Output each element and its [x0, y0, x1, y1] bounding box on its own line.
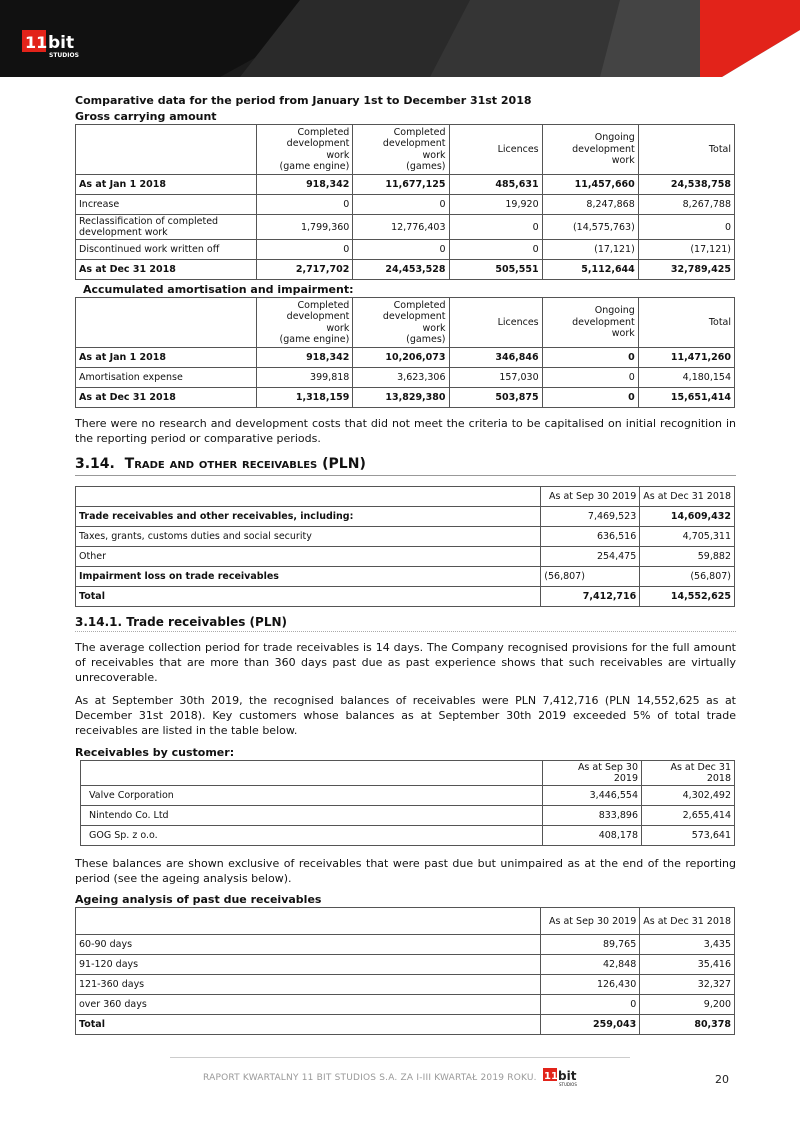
- svg-text:11: 11: [25, 33, 48, 52]
- subsection-title: Trade receivables (PLN): [126, 615, 288, 629]
- svg-text:bit: bit: [48, 33, 75, 53]
- amort-title: Accumulated amortisation and impairment:: [83, 283, 354, 296]
- subsection-number: 3.14.1.: [75, 615, 123, 629]
- cell-value: 8,247,868: [542, 195, 638, 215]
- cell-value: 833,896: [543, 806, 642, 826]
- row-label: Total: [76, 587, 541, 607]
- svg-text:11: 11: [544, 1071, 558, 1082]
- table-row: [76, 587, 735, 607]
- table-row: [76, 195, 735, 215]
- cell-value: (56,807): [541, 567, 640, 587]
- cell-value: 505,551: [449, 260, 542, 280]
- section-title-suffix: (PLN): [322, 456, 366, 472]
- table-row: [76, 975, 735, 995]
- cell-value: 7,412,716: [541, 587, 640, 607]
- cell-value: (17,121): [638, 240, 734, 260]
- col-dec2018: As at Dec 31 2018: [642, 761, 735, 786]
- cell-value: 157,030: [449, 368, 542, 388]
- row-label: As at Dec 31 2018: [76, 260, 257, 280]
- cell-value: 636,516: [541, 527, 640, 547]
- col-dec2018: As at Dec 31 2018: [640, 487, 735, 507]
- row-label: Impairment loss on trade receivables: [76, 567, 541, 587]
- row-label: Increase: [76, 195, 257, 215]
- comparative-title: Comparative data for the period from January 1st to December 31st 2018: [75, 94, 532, 107]
- cell-value: 408,178: [543, 826, 642, 846]
- cell-value: 0: [542, 348, 638, 368]
- cell-value: 8,267,788: [638, 195, 734, 215]
- row-label: As at Jan 1 2018: [76, 175, 257, 195]
- col-sep2019: As at Sep 30 2019: [543, 761, 642, 786]
- table-row: [76, 260, 735, 280]
- cell-value: 13,829,380: [353, 388, 449, 408]
- cell-value: 0: [257, 240, 353, 260]
- row-label: 121-360 days: [76, 975, 541, 995]
- section-title-initial: T: [124, 456, 135, 472]
- cell-value: 399,818: [257, 368, 353, 388]
- page-header: [0, 0, 800, 77]
- cell-value: 918,342: [257, 348, 353, 368]
- row-label: over 360 days: [76, 995, 541, 1015]
- receivables-table: [75, 486, 735, 607]
- cell-value: 573,641: [642, 826, 735, 846]
- ageing-table: [75, 907, 735, 1035]
- exclusion-paragraph: These balances are shown exclusive of receivables that were past due but unimpaired as at the end of the reporting period (see the ageing analysis below).: [75, 857, 736, 885]
- cell-value: 918,342: [257, 175, 353, 195]
- cell-value: 19,920: [449, 195, 542, 215]
- cell-value: 346,846: [449, 348, 542, 368]
- gross-carrying-table: [75, 124, 735, 280]
- cell-value: 7,469,523: [541, 507, 640, 527]
- table-row: [76, 368, 735, 388]
- table-row: [76, 955, 735, 975]
- cell-value: 0: [449, 215, 542, 240]
- table-row: [76, 348, 735, 368]
- row-label: Trade receivables and other receivables, including:: [76, 507, 541, 527]
- cell-value: 59,882: [640, 547, 735, 567]
- table-row: [76, 547, 735, 567]
- customers-table: [80, 760, 735, 846]
- svg-text:STUDIOS: STUDIOS: [49, 52, 79, 59]
- cell-value: (56,807): [640, 567, 735, 587]
- table-header-row: [81, 761, 735, 786]
- cell-value: 24,538,758: [638, 175, 734, 195]
- gross-title: Gross carrying amount: [75, 110, 217, 123]
- table-header-row: [76, 298, 735, 348]
- header-blank: [81, 761, 543, 786]
- cell-value: 32,327: [640, 975, 735, 995]
- cell-value: 0: [353, 240, 449, 260]
- section-heading: [75, 456, 736, 476]
- cell-value: 11,457,660: [542, 175, 638, 195]
- cell-value: 0: [257, 195, 353, 215]
- column-header: Total: [638, 125, 734, 175]
- header-background: [0, 0, 800, 77]
- column-header: Ongoing development work: [542, 125, 638, 175]
- amortisation-table: [75, 297, 735, 408]
- table-row: [76, 1015, 735, 1035]
- row-label: Taxes, grants, customs duties and social security: [76, 527, 541, 547]
- row-label: 60-90 days: [76, 935, 541, 955]
- cell-value: 0: [353, 195, 449, 215]
- cell-value: 4,180,154: [638, 368, 734, 388]
- header-blank: [76, 487, 541, 507]
- ageing-title: Ageing analysis of past due receivables: [75, 893, 322, 906]
- cell-value: 3,435: [640, 935, 735, 955]
- subsection-heading: [75, 615, 736, 632]
- column-header: Licences: [449, 298, 542, 348]
- svg-text:bit: bit: [558, 1069, 577, 1083]
- cell-value: 4,705,311: [640, 527, 735, 547]
- table-row: [81, 806, 735, 826]
- col-sep2019: As at Sep 30 2019: [541, 487, 640, 507]
- cell-value: 11,677,125: [353, 175, 449, 195]
- cell-value: 35,416: [640, 955, 735, 975]
- cell-value: (14,575,763): [542, 215, 638, 240]
- col-sep2019: As at Sep 30 2019: [541, 908, 640, 935]
- table-row: [81, 786, 735, 806]
- cell-value: 2,655,414: [642, 806, 735, 826]
- customer-name: GOG Sp. z o.o.: [81, 826, 543, 846]
- cell-value: 1,318,159: [257, 388, 353, 408]
- page-number: 20: [715, 1073, 729, 1086]
- cell-value: 2,717,702: [257, 260, 353, 280]
- page-content: [75, 94, 736, 1035]
- table-row: [76, 240, 735, 260]
- table-header-row: [76, 125, 735, 175]
- customer-name: Nintendo Co. Ltd: [81, 806, 543, 826]
- table-row: [76, 935, 735, 955]
- cell-value: 9,200: [640, 995, 735, 1015]
- column-header: Completed development work (games): [353, 125, 449, 175]
- table-row: [76, 388, 735, 408]
- header-blank: [76, 298, 257, 348]
- table-row: [81, 826, 735, 846]
- cell-value: 32,789,425: [638, 260, 734, 280]
- row-label: 91-120 days: [76, 955, 541, 975]
- row-label: Discontinued work written off: [76, 240, 257, 260]
- cell-value: 15,651,414: [638, 388, 734, 408]
- column-header: Completed development work (game engine): [257, 125, 353, 175]
- cell-value: 0: [541, 995, 640, 1015]
- row-label: Reclassification of completed development work: [76, 215, 257, 240]
- cell-value: 259,043: [541, 1015, 640, 1035]
- svg-text:STUDIOS: STUDIOS: [559, 1082, 577, 1087]
- row-label: As at Dec 31 2018: [76, 388, 257, 408]
- column-header: Total: [638, 298, 734, 348]
- company-logo: [22, 30, 94, 60]
- footer-divider: [170, 1057, 630, 1058]
- section-title: [125, 456, 318, 472]
- table-row: [76, 215, 735, 240]
- cell-value: (17,121): [542, 240, 638, 260]
- rd-note: There were no research and development costs that did not meet the criteria to be capitalised on initial recognition in the reporting period or comparative periods.: [75, 417, 736, 445]
- collection-paragraph: The average collection period for trade receivables is 14 days. The Company recognised provisions for the full amount of receivables that are more than 360 days past due as past experience shows that such receivables are virtually unrecoverable.: [75, 641, 736, 684]
- column-header: Completed development work (games): [353, 298, 449, 348]
- cell-value: 3,446,554: [543, 786, 642, 806]
- row-label: Total: [76, 1015, 541, 1035]
- header-blank: [76, 125, 257, 175]
- balances-paragraph: As at September 30th 2019, the recognised balances of receivables were PLN 7,412,716 (PLN 14,552,625 as at December 31st 2018). Key customers whose balances as at September 30th 2019 exceeded 5% of total trade receivables are listed in the table below.: [75, 694, 736, 737]
- cell-value: 80,378: [640, 1015, 735, 1035]
- cell-value: 503,875: [449, 388, 542, 408]
- row-label: Amortisation expense: [76, 368, 257, 388]
- col-dec2018: As at Dec 31 2018: [640, 908, 735, 935]
- table-row: [76, 507, 735, 527]
- cell-value: 3,623,306: [353, 368, 449, 388]
- cell-value: 0: [638, 215, 734, 240]
- table-row: [76, 175, 735, 195]
- cell-value: 42,848: [541, 955, 640, 975]
- table-row: [76, 527, 735, 547]
- cell-value: 126,430: [541, 975, 640, 995]
- table-header-row: [76, 487, 735, 507]
- cell-value: 14,552,625: [640, 587, 735, 607]
- cell-value: 10,206,073: [353, 348, 449, 368]
- row-label: As at Jan 1 2018: [76, 348, 257, 368]
- customer-name: Valve Corporation: [81, 786, 543, 806]
- table-header-row: [76, 908, 735, 935]
- cell-value: 12,776,403: [353, 215, 449, 240]
- cell-value: 254,475: [541, 547, 640, 567]
- cell-value: 5,112,644: [542, 260, 638, 280]
- footer-logo: [543, 1066, 589, 1088]
- table-row: [76, 567, 735, 587]
- cell-value: 89,765: [541, 935, 640, 955]
- row-label: Other: [76, 547, 541, 567]
- cell-value: 11,471,260: [638, 348, 734, 368]
- cell-value: 24,453,528: [353, 260, 449, 280]
- column-header: Completed development work (game engine): [257, 298, 353, 348]
- footer-text: RAPORT KWARTALNY 11 BIT STUDIOS S.A. ZA I-III KWARTAŁ 2019 ROKU.: [203, 1073, 537, 1083]
- section-title-rest: rade and other receivables: [134, 456, 318, 472]
- cell-value: 0: [542, 368, 638, 388]
- customers-title: Receivables by customer:: [75, 746, 235, 759]
- cell-value: 485,631: [449, 175, 542, 195]
- header-blank: [76, 908, 541, 935]
- column-header: Licences: [449, 125, 542, 175]
- cell-value: 0: [449, 240, 542, 260]
- section-number: 3.14.: [75, 456, 115, 472]
- cell-value: 1,799,360: [257, 215, 353, 240]
- column-header: Ongoing development work: [542, 298, 638, 348]
- cell-value: 4,302,492: [642, 786, 735, 806]
- cell-value: 0: [542, 388, 638, 408]
- table-row: [76, 995, 735, 1015]
- cell-value: 14,609,432: [640, 507, 735, 527]
